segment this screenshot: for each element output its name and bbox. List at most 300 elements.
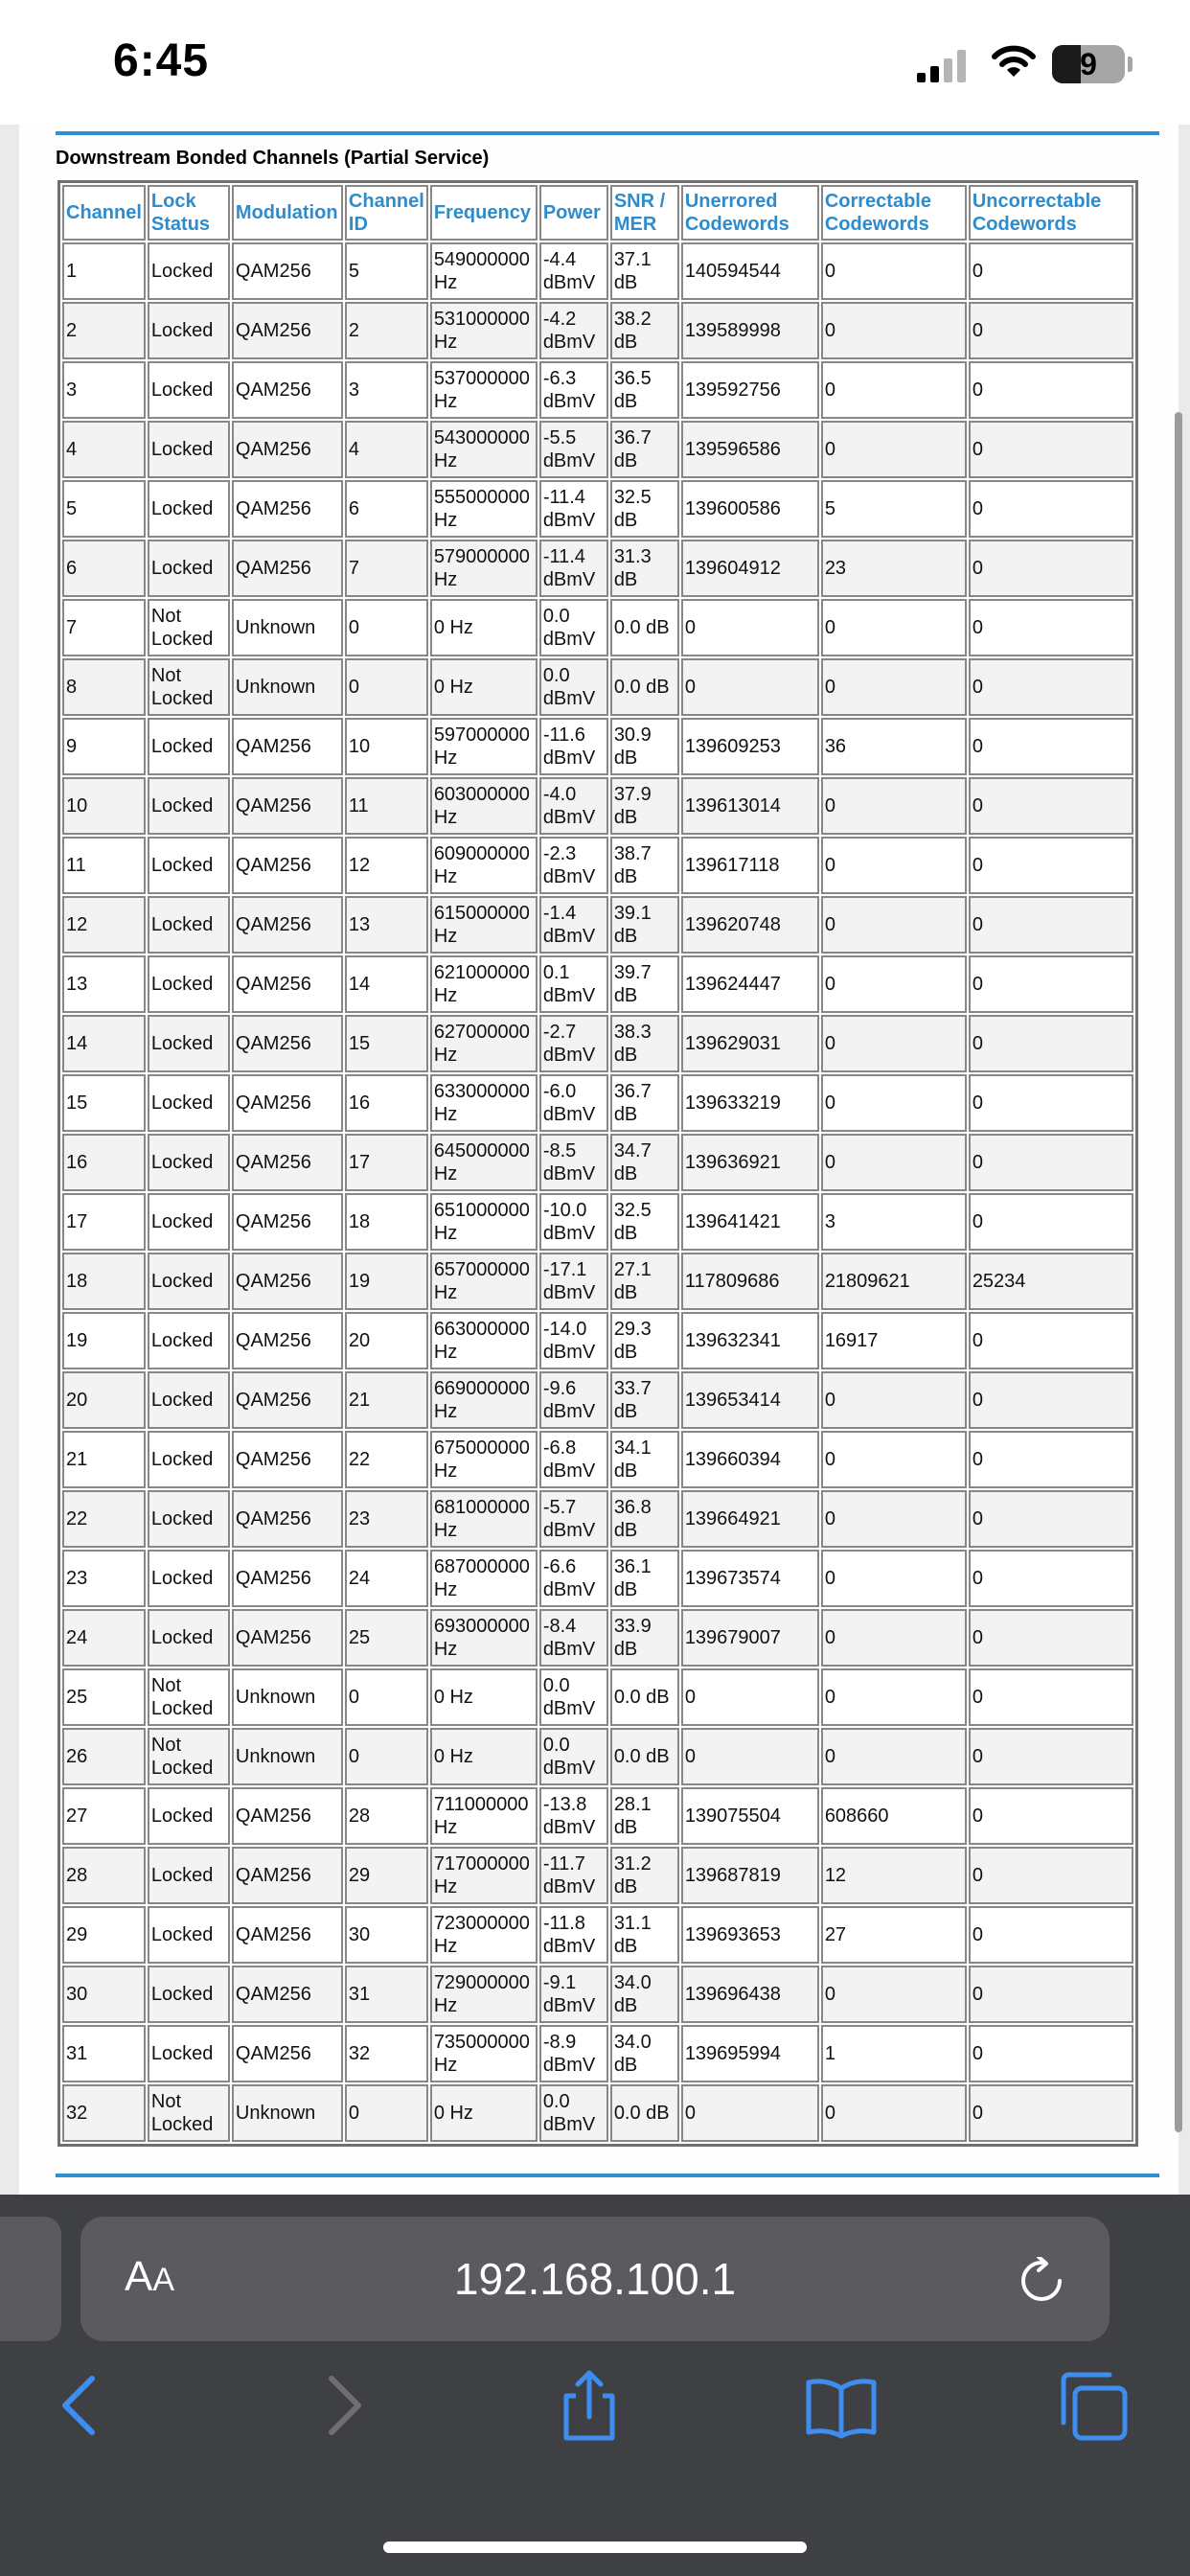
cell-uncorrectable — [969, 2025, 1133, 2082]
cell-text: 39.1 — [613, 903, 652, 924]
cell-power — [539, 1253, 608, 1310]
text-size-button[interactable]: AA — [125, 2253, 175, 2300]
cell-correctable — [821, 1134, 967, 1191]
cell-uncorrectable — [969, 1728, 1133, 1785]
cell-text: dBmV — [542, 629, 596, 650]
cell-text: 17 — [348, 1152, 371, 1173]
cell-frequency — [430, 1074, 538, 1132]
cell-text: Locked — [150, 974, 214, 995]
address-bar[interactable] — [80, 2217, 1110, 2341]
cell-channel-id — [345, 1966, 428, 2023]
cell-channel-id — [345, 302, 428, 359]
cell-text: dBmV — [542, 569, 596, 590]
cell-lock-status — [148, 1609, 230, 1667]
cell-modulation — [232, 1371, 343, 1429]
cell-text: QAM256 — [235, 974, 311, 995]
cell-channel — [62, 1371, 146, 1429]
cell-text: dB — [613, 450, 638, 472]
cell-correctable — [821, 658, 967, 716]
cell-text: dB — [613, 1579, 638, 1600]
cell-unerrored — [681, 658, 819, 716]
cell-unerrored — [681, 896, 819, 954]
cell-channel-id — [345, 1074, 428, 1132]
cell-text: Unknown — [235, 617, 316, 638]
cell-text: 21809621 — [824, 1271, 910, 1292]
cell-text: 555000000 — [433, 487, 530, 508]
cell-text: 0 — [972, 795, 983, 816]
cell-lock-status — [148, 1371, 230, 1429]
cell-text: 32.5 — [613, 1200, 652, 1221]
back-icon[interactable] — [44, 2367, 121, 2444]
cell-unerrored — [681, 480, 819, 538]
cell-frequency — [430, 1668, 538, 1726]
cell-uncorrectable — [969, 2084, 1133, 2142]
previous-tab-peek[interactable] — [0, 2217, 61, 2341]
cell-text: 14 — [66, 1033, 88, 1054]
cell-frequency — [430, 480, 538, 538]
cell-text: dBmV — [542, 332, 596, 353]
cell-text: QAM256 — [235, 261, 311, 282]
cell-text: QAM256 — [235, 1390, 311, 1411]
cell-correctable — [821, 2025, 967, 2082]
cell-text: dB — [613, 807, 638, 828]
cell-text: 0 — [972, 1806, 983, 1827]
cell-power — [539, 540, 608, 597]
cell-uncorrectable — [969, 1966, 1133, 2023]
cell-text: 0 — [972, 2043, 983, 2064]
cell-text: dB — [613, 1995, 638, 2016]
cell-uncorrectable — [969, 837, 1133, 894]
cell-text: dB — [613, 1520, 638, 1541]
cell-unerrored — [681, 1787, 819, 1845]
table-row — [62, 837, 1133, 894]
cell-modulation — [232, 1609, 343, 1667]
cell-text: dB — [613, 1163, 638, 1184]
cell-text: QAM256 — [235, 1865, 311, 1886]
cell-correctable — [821, 361, 967, 419]
cell-text: 11 — [348, 795, 369, 816]
cell-unerrored — [681, 837, 819, 894]
table-row — [62, 1371, 1133, 1429]
cell-channel-id — [345, 421, 428, 478]
column-header-correctable — [821, 185, 967, 241]
cell-text: 139641421 — [684, 1211, 781, 1232]
cell-text: Not — [150, 2091, 182, 2112]
cell-modulation — [232, 777, 343, 835]
cell-text: 10 — [348, 736, 371, 757]
cell-lock-status — [148, 1312, 230, 1369]
cell-text: -5.7 — [542, 1497, 577, 1518]
cell-text: dBmV — [542, 1045, 596, 1066]
downstream-channels-table — [57, 180, 1138, 2147]
cell-unerrored — [681, 1550, 819, 1607]
cell-text: 0 — [972, 1211, 983, 1232]
cell-channel — [62, 599, 146, 656]
table-row — [62, 777, 1133, 835]
url-text[interactable]: 192.168.100.1 — [453, 2254, 737, 2304]
cell-frequency — [430, 421, 538, 478]
table-row — [62, 1490, 1133, 1548]
cell-text: Hz — [433, 332, 458, 353]
cell-text: Lock — [150, 191, 196, 212]
cell-text: 12 — [66, 914, 88, 935]
cell-power — [539, 599, 608, 656]
cell-text: 28.1 — [613, 1794, 652, 1815]
cell-text: 651000000 — [433, 1200, 530, 1221]
cell-frequency — [430, 1015, 538, 1072]
cell-snr-mer — [610, 777, 679, 835]
vertical-scrollbar[interactable] — [1175, 412, 1182, 2132]
cell-channel-id — [345, 2084, 428, 2142]
cell-unerrored — [681, 1253, 819, 1310]
cell-text: 0 — [972, 1924, 983, 1945]
cell-snr-mer — [610, 2025, 679, 2082]
cell-modulation — [232, 837, 343, 894]
bookmarks-icon[interactable] — [803, 2367, 880, 2444]
cell-text: 31.2 — [613, 1853, 652, 1874]
cell-unerrored — [681, 1906, 819, 1964]
cell-channel-id — [345, 1015, 428, 1072]
cell-uncorrectable — [969, 1906, 1133, 1964]
cell-text: 0 — [972, 1687, 983, 1708]
cell-text: -6.0 — [542, 1081, 577, 1102]
cell-frequency — [430, 540, 538, 597]
cell-channel-id — [345, 837, 428, 894]
cell-text: 36 — [824, 736, 847, 757]
table-row — [62, 1668, 1133, 1726]
cell-text: QAM256 — [235, 1033, 311, 1054]
cell-power — [539, 1728, 608, 1785]
table-row — [62, 480, 1133, 538]
cell-text: -4.0 — [542, 784, 577, 805]
cell-text: -5.5 — [542, 427, 577, 448]
cell-text: QAM256 — [235, 1627, 311, 1648]
cell-text: 0 — [348, 1687, 360, 1708]
cell-correctable — [821, 777, 967, 835]
cell-text: 34.7 — [613, 1140, 652, 1162]
tabs-icon[interactable] — [1054, 2367, 1131, 2444]
cell-text: Hz — [433, 1936, 458, 1957]
cell-text: 26 — [66, 1746, 88, 1767]
cell-channel — [62, 1906, 146, 1964]
table-row — [62, 599, 1133, 656]
cell-modulation — [232, 1134, 343, 1191]
cell-text: 0 — [824, 380, 835, 401]
cell-text: 31 — [348, 1984, 371, 2005]
cell-text: dB — [613, 391, 638, 412]
cell-lock-status — [148, 955, 230, 1013]
cell-text: 0 — [972, 617, 983, 638]
cell-channel — [62, 896, 146, 954]
cell-modulation — [232, 1431, 343, 1488]
cell-snr-mer — [610, 1253, 679, 1310]
cell-uncorrectable — [969, 1490, 1133, 1548]
cell-text: 0 — [684, 617, 696, 638]
cell-text: 0 — [824, 1092, 835, 1114]
cell-text: Hz — [433, 1520, 458, 1541]
cell-correctable — [821, 242, 967, 300]
cell-text: Locked — [150, 1806, 214, 1827]
cell-text: 36.8 — [613, 1497, 652, 1518]
cell-text: dBmV — [542, 807, 596, 828]
cell-text: Locked — [150, 1330, 214, 1351]
cell-channel — [62, 1847, 146, 1904]
cell-text: 0 — [972, 677, 983, 698]
cell-power — [539, 1668, 608, 1726]
cell-text: 139624447 — [684, 974, 781, 995]
cell-text: 0 — [824, 974, 835, 995]
cell-snr-mer — [610, 1312, 679, 1369]
cell-text: QAM256 — [235, 1924, 311, 1945]
cell-unerrored — [681, 421, 819, 478]
cell-text: 16 — [66, 1152, 88, 1173]
cell-text: dBmV — [542, 2114, 596, 2135]
cell-text: 0.0 — [542, 1675, 570, 1696]
cell-text: 0 — [972, 1390, 983, 1411]
cell-text: 0 — [348, 617, 360, 638]
cell-text: dBmV — [542, 510, 596, 531]
cell-text: 0 — [972, 1092, 983, 1114]
browser-toolbar — [0, 2195, 1190, 2576]
cell-power — [539, 718, 608, 775]
cell-text: 38.3 — [613, 1022, 652, 1043]
cell-text: Hz — [433, 1282, 458, 1303]
cell-text: dBmV — [542, 748, 596, 769]
cell-uncorrectable — [969, 1550, 1133, 1607]
cell-text: 675000000 — [433, 1438, 530, 1459]
cell-uncorrectable — [969, 1074, 1133, 1132]
cell-snr-mer — [610, 1490, 679, 1548]
cell-text: -17.1 — [542, 1259, 587, 1280]
cell-power — [539, 1847, 608, 1904]
cell-channel-id — [345, 777, 428, 835]
cell-power — [539, 658, 608, 716]
cell-text: -11.4 — [542, 546, 585, 567]
cell-text: dBmV — [542, 1401, 596, 1422]
cell-snr-mer — [610, 1193, 679, 1251]
cell-text: 15 — [66, 1092, 88, 1114]
cell-snr-mer — [610, 480, 679, 538]
cell-text: 0.0 — [542, 1735, 570, 1756]
cell-modulation — [232, 896, 343, 954]
cell-frequency — [430, 1728, 538, 1785]
cell-text: dB — [613, 1223, 638, 1244]
cell-text: dBmV — [542, 1163, 596, 1184]
share-icon[interactable] — [551, 2367, 628, 2444]
cell-text: Hz — [433, 2055, 458, 2076]
cell-text: Locked — [150, 261, 214, 282]
cell-unerrored — [681, 1847, 819, 1904]
cell-text: Codewords — [684, 214, 790, 235]
cell-uncorrectable — [969, 658, 1133, 716]
table-row — [62, 955, 1133, 1013]
home-indicator[interactable] — [383, 2542, 807, 2553]
cell-text: 140594544 — [684, 261, 781, 282]
cell-text: dBmV — [542, 926, 596, 947]
cell-text: Locked — [150, 1698, 214, 1719]
cell-frequency — [430, 242, 538, 300]
cell-text: 0 — [824, 617, 835, 638]
cell-text: -4.4 — [542, 249, 577, 270]
cell-modulation — [232, 658, 343, 716]
cell-uncorrectable — [969, 777, 1133, 835]
cell-correctable — [821, 1787, 967, 1845]
cell-text: Hz — [433, 926, 458, 947]
table-row — [62, 1966, 1133, 2023]
cell-text: Locked — [150, 1152, 214, 1173]
cell-correctable — [821, 480, 967, 538]
cell-channel-id — [345, 2025, 428, 2082]
cell-text: 36.5 — [613, 368, 652, 389]
cell-text: Locked — [150, 320, 214, 341]
cell-text: QAM256 — [235, 1330, 311, 1351]
cell-text: 28 — [348, 1806, 371, 1827]
cell-text: 3 — [348, 380, 360, 401]
cell-text: 139596586 — [684, 439, 781, 460]
cell-channel — [62, 777, 146, 835]
cell-lock-status — [148, 1728, 230, 1785]
cell-frequency — [430, 777, 538, 835]
cell-text: 14 — [348, 974, 371, 995]
reload-icon[interactable] — [1018, 2257, 1065, 2305]
cell-text: 0 — [972, 1033, 983, 1054]
cell-channel-id — [345, 1550, 428, 1607]
cell-text: 609000000 — [433, 843, 530, 864]
cell-lock-status — [148, 540, 230, 597]
column-header-snr-mer — [610, 185, 679, 241]
cell-text: 139592756 — [684, 380, 781, 401]
cell-text: Unknown — [235, 677, 316, 698]
cell-text: Hz — [433, 450, 458, 472]
cell-text: Hz — [433, 1639, 458, 1660]
cell-channel — [62, 2025, 146, 2082]
web-page[interactable] — [0, 125, 1190, 2195]
cell-lock-status — [148, 658, 230, 716]
cell-unerrored — [681, 1134, 819, 1191]
cell-text: -8.4 — [542, 1616, 577, 1637]
cell-text: 2 — [348, 320, 360, 341]
cell-text: 0 — [972, 1627, 983, 1648]
cell-text: Unknown — [235, 1746, 316, 1767]
forward-icon[interactable] — [303, 2367, 379, 2444]
cell-text: Codewords — [972, 214, 1077, 235]
cell-text: -1.4 — [542, 903, 577, 924]
cell-modulation — [232, 599, 343, 656]
cell-channel — [62, 658, 146, 716]
cell-text: Modulation — [235, 202, 338, 223]
cell-text: 0 — [972, 1508, 983, 1530]
cell-frequency — [430, 2084, 538, 2142]
cell-text: Hz — [433, 807, 458, 828]
cell-text: 645000000 — [433, 1140, 530, 1162]
cell-text: 0 — [972, 974, 983, 995]
table-row — [62, 1787, 1133, 1845]
cell-snr-mer — [610, 896, 679, 954]
cell-text: 597000000 — [433, 724, 530, 746]
cell-text: dB — [613, 1342, 638, 1363]
cell-text: dB — [613, 2055, 638, 2076]
cell-unerrored — [681, 1371, 819, 1429]
cell-text: 1 — [824, 2043, 835, 2064]
cell-text: 139075504 — [684, 1806, 781, 1827]
cell-frequency — [430, 1966, 538, 2023]
cell-text: Locked — [150, 1984, 214, 2005]
cell-text: 0.0 dB — [613, 2103, 670, 2124]
cell-lock-status — [148, 1431, 230, 1488]
cell-text: Locked — [150, 736, 214, 757]
cell-text: dB — [613, 272, 638, 293]
table-row — [62, 361, 1133, 419]
cell-text: 19 — [348, 1271, 371, 1292]
cell-text: 0 — [972, 914, 983, 935]
bottom-divider — [56, 2174, 1159, 2177]
cell-channel-id — [345, 1134, 428, 1191]
cell-text: Hz — [433, 985, 458, 1006]
cell-lock-status — [148, 361, 230, 419]
cell-text: 23 — [66, 1568, 88, 1589]
battery-icon — [1052, 45, 1125, 83]
cell-text: 139687819 — [684, 1865, 781, 1886]
table-row — [62, 1906, 1133, 1964]
cell-modulation — [232, 361, 343, 419]
cell-channel — [62, 1134, 146, 1191]
cell-uncorrectable — [969, 1787, 1133, 1845]
cell-text: Locked — [150, 1924, 214, 1945]
cell-text: 22 — [66, 1508, 88, 1530]
cell-text: Channel — [348, 191, 424, 212]
cell-uncorrectable — [969, 1312, 1133, 1369]
cell-text: 0 — [972, 736, 983, 757]
cell-text: 627000000 — [433, 1022, 530, 1043]
cell-frequency — [430, 1490, 538, 1548]
cell-lock-status — [148, 777, 230, 835]
cell-text: Hz — [433, 1104, 458, 1125]
cell-text: 117809686 — [684, 1271, 780, 1292]
cell-modulation — [232, 421, 343, 478]
cell-snr-mer — [610, 837, 679, 894]
cell-text: 0.0 dB — [613, 1746, 670, 1767]
cell-uncorrectable — [969, 1015, 1133, 1072]
cell-unerrored — [681, 540, 819, 597]
table-row — [62, 1193, 1133, 1251]
cell-text: 717000000 — [433, 1853, 530, 1874]
cell-uncorrectable — [969, 1253, 1133, 1310]
cell-text: 7 — [66, 617, 78, 638]
cell-channel — [62, 1253, 146, 1310]
cell-uncorrectable — [969, 361, 1133, 419]
cell-channel-id — [345, 1193, 428, 1251]
cell-text: 0 — [824, 677, 835, 698]
cell-text: -10.0 — [542, 1200, 587, 1221]
cell-text: 615000000 — [433, 903, 530, 924]
cell-text: 34.0 — [613, 1972, 652, 1993]
cell-text: 0.0 dB — [613, 677, 670, 698]
cell-text: QAM256 — [235, 1152, 311, 1173]
cell-text: 0 — [972, 261, 983, 282]
cell-snr-mer — [610, 1371, 679, 1429]
cell-text: 0 — [824, 1508, 835, 1530]
column-header-lock-status — [148, 185, 230, 241]
cell-lock-status — [148, 2084, 230, 2142]
cell-snr-mer — [610, 1609, 679, 1667]
column-header-power — [539, 185, 608, 241]
cell-text: QAM256 — [235, 1508, 311, 1530]
cell-text: Unknown — [235, 1687, 316, 1708]
cell-channel-id — [345, 1312, 428, 1369]
cell-snr-mer — [610, 658, 679, 716]
table-row — [62, 1847, 1133, 1904]
cell-snr-mer — [610, 1074, 679, 1132]
